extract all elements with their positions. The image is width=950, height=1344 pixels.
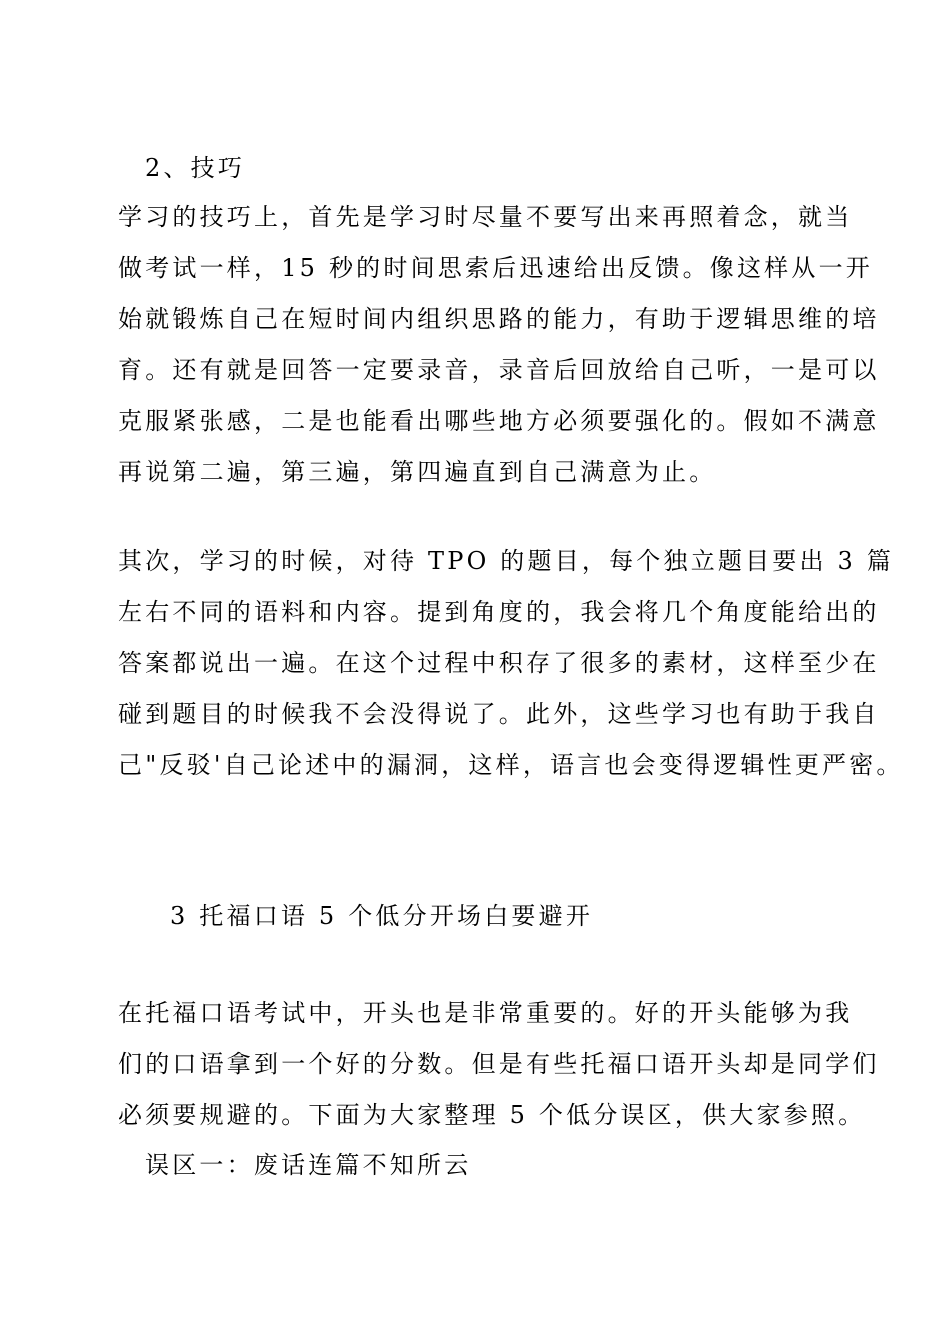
paragraph-line: 们的口语拿到一个好的分数。但是有些托福口语开头却是同学们 <box>118 1050 880 1078</box>
paragraph-line: 学习的技巧上，首先是学习时尽量不要写出来再照着念，就当 <box>118 203 853 231</box>
paragraph-line: 答案都说出一遍。在这个过程中积存了很多的素材，这样至少在 <box>118 649 880 677</box>
section-3-paragraph-1 <box>118 998 880 1151</box>
paragraph-line: 必须要规避的。下面为大家整理 5 个低分误区，供大家参照。 <box>118 1101 866 1129</box>
paragraph-line: 其次，学习的时候，对待 TPO 的题目，每个独立题目要出 3 篇 <box>118 547 895 575</box>
section-2-heading: 2、技巧 <box>145 154 246 182</box>
paragraph-line: 己"反驳'自己论述中的漏洞，这样，语言也会变得逻辑性更严密。 <box>118 751 904 779</box>
paragraph-line: 再说第二遍，第三遍，第四遍直到自己满意为止。 <box>118 458 717 486</box>
section-2-paragraph-2 <box>118 546 904 801</box>
paragraph-line: 碰到题目的时候我不会没得说了。此外，这些学习也有助于我自 <box>118 700 880 728</box>
paragraph-line: 育。还有就是回答一定要录音，录音后回放给自己听，一是可以 <box>118 356 880 384</box>
paragraph-line: 在托福口语考试中，开头也是非常重要的。好的开头能够为我 <box>118 999 853 1027</box>
section-3-heading: 3 托福口语 5 个低分开场白要避开 <box>170 902 594 930</box>
paragraph-line: 左右不同的语料和内容。提到角度的，我会将几个角度能给出的 <box>118 598 880 626</box>
paragraph-line: 始就锻炼自己在短时间内组织思路的能力，有助于逻辑思维的培 <box>118 305 880 333</box>
myth-1-heading: 误区一：废话连篇不知所云 <box>145 1151 472 1179</box>
paragraph-line: 做考试一样，15 秒的时间思索后迅速给出反馈。像这样从一开 <box>118 254 873 282</box>
paragraph-line: 克服紧张感，二是也能看出哪些地方必须要强化的。假如不满意 <box>118 407 880 435</box>
section-2-paragraph-1 <box>118 202 880 508</box>
